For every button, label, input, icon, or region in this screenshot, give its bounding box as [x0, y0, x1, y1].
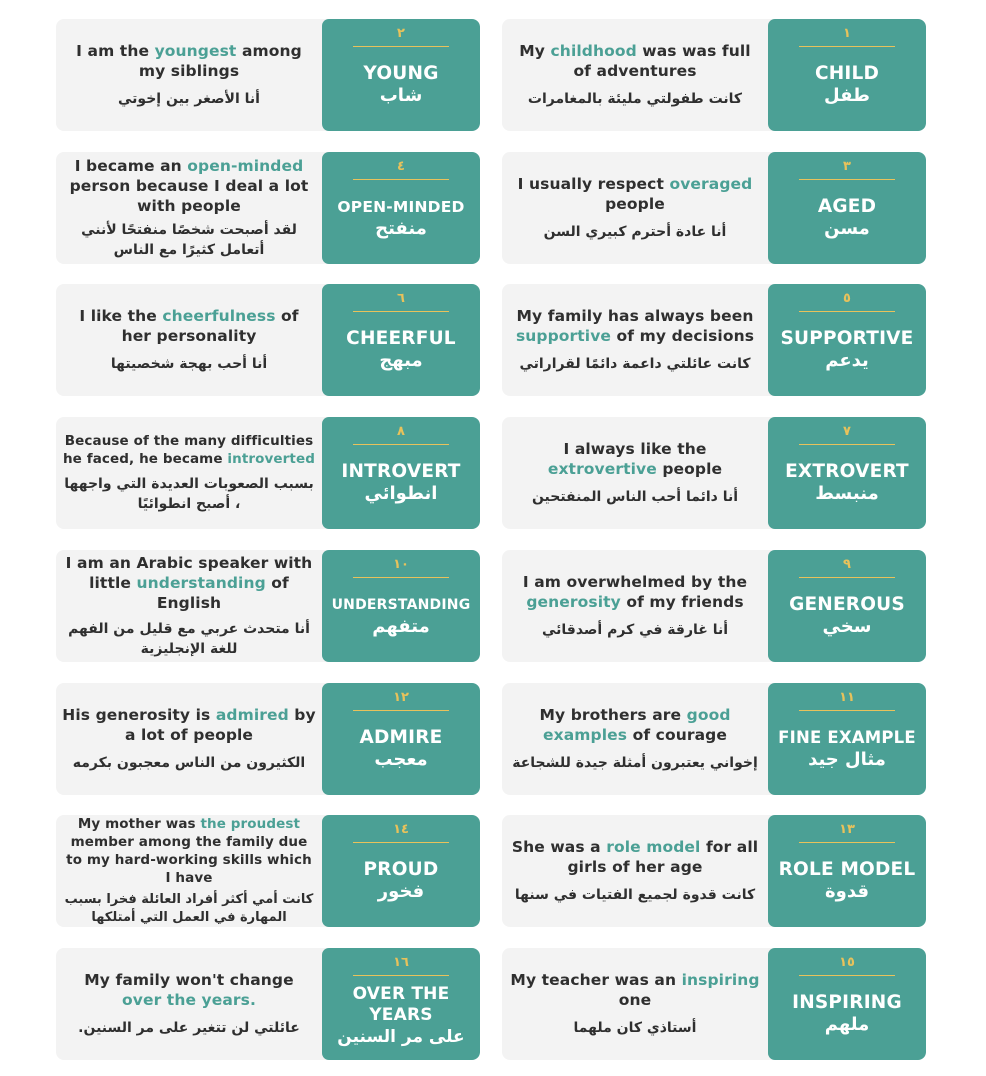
vocab-card-5	[502, 284, 926, 396]
term-ar: مثال جيد	[808, 749, 886, 770]
term-ar: قدوة	[825, 881, 869, 902]
vocab-card-12	[56, 683, 480, 795]
term-en: UNDERSTANDING	[331, 597, 471, 613]
example-ar: أستاذي كان ملهما	[573, 1020, 697, 1036]
term-ar: يدعم	[825, 350, 869, 371]
term-en: INTROVERT	[341, 461, 461, 482]
term-en: CHEERFUL	[346, 328, 456, 349]
example-en: I am overwhelmed by the generosity of my friends	[522, 573, 748, 611]
term-en: INSPIRING	[792, 992, 902, 1013]
example	[502, 683, 768, 795]
word-tile	[768, 683, 926, 795]
example-en: I usually respect overaged people	[517, 175, 753, 213]
card-number: ١	[843, 26, 851, 41]
vocab-card-14	[56, 815, 480, 927]
card-number: ٦	[397, 291, 405, 306]
term-ar: مبهج	[379, 350, 423, 371]
example-en: I became an open-minded person because I deal a lot with people	[69, 157, 309, 215]
card-number: ١٢	[393, 690, 409, 705]
word-tile	[322, 417, 480, 529]
vocab-card-7	[502, 417, 926, 529]
example-en: My mother was the proudest member among the family due to my hard-working skills which I have	[66, 816, 312, 886]
vocab-card-9	[502, 550, 926, 662]
vocab-card-8	[56, 417, 480, 529]
card-number: ١٤	[393, 822, 409, 837]
example-en: My family has always been supportive of my decisions	[515, 307, 755, 345]
example-ar: كانت عائلتي داعمة دائمًا لقراراتي	[519, 356, 751, 372]
word-tile	[768, 284, 926, 396]
example	[56, 550, 322, 662]
card-number: ١٠	[393, 557, 409, 572]
card-number: ٧	[843, 424, 851, 439]
example-ar: أنا غارقة في كرم أصدقائي	[541, 622, 729, 638]
example	[502, 152, 768, 264]
term-ar: على مر السنين	[337, 1027, 465, 1047]
word-tile	[322, 683, 480, 795]
example-en: My teacher was an inspiring one	[510, 971, 760, 1009]
word-tile	[322, 19, 480, 131]
card-number: ٤	[397, 159, 405, 174]
example	[502, 815, 768, 927]
example-en: I like the cheerfulness of her personality	[79, 307, 299, 345]
word-tile	[768, 948, 926, 1060]
term-ar: ملهم	[824, 1014, 870, 1035]
term-en: PROUD	[363, 859, 439, 880]
term-ar: منفتح	[375, 218, 427, 239]
term-ar: شاب	[379, 85, 423, 106]
example-en: I am the youngest among my siblings	[76, 42, 302, 80]
word-tile	[768, 417, 926, 529]
vocab-card-10	[56, 550, 480, 662]
word-tile	[322, 815, 480, 927]
example-ar: كانت طفولتي مليئة بالمغامرات	[527, 91, 743, 107]
card-number: ١٦	[393, 955, 409, 970]
example-en: My brothers are good examples of courage	[539, 706, 731, 744]
vocab-card-15	[502, 948, 926, 1060]
term-en: ADMIRE	[359, 727, 443, 748]
term-ar: معجب	[374, 749, 428, 770]
word-tile	[322, 152, 480, 264]
term-en: GENEROUS	[789, 594, 905, 615]
word-tile	[322, 948, 480, 1060]
word-tile	[322, 284, 480, 396]
example	[56, 683, 322, 795]
example-ar: أنا الأصغر بين إخوتي	[118, 91, 260, 107]
term-ar: مسن	[824, 218, 870, 239]
vocab-card-13	[502, 815, 926, 927]
example	[502, 550, 768, 662]
vocab-card-3	[502, 152, 926, 264]
example	[56, 815, 322, 927]
example-ar: كانت أمي أكثر أفراد العائلة فخرا بسبب المهارة في العمل التي أمتلكها	[64, 892, 314, 925]
vocab-card-1	[502, 19, 926, 131]
term-en: FINE EXAMPLE	[778, 728, 916, 747]
word-tile	[768, 815, 926, 927]
card-number: ٥	[843, 291, 851, 306]
example	[502, 284, 768, 396]
example-ar: كانت قدوة لجميع الفتيات في سنها	[514, 887, 756, 903]
vocab-card-2	[56, 19, 480, 131]
card-number: ٩	[843, 557, 851, 572]
example	[56, 19, 322, 131]
example-en: His generosity is admired by a lot of people	[62, 706, 316, 744]
vocab-card-6	[56, 284, 480, 396]
example-ar: عائلتي لن تتغير على مر السنين.	[78, 1020, 300, 1036]
term-ar: منبسط	[815, 483, 879, 504]
example-ar: أنا دائما أحب الناس المنفتحين	[531, 489, 739, 505]
card-number: ١١	[839, 690, 855, 705]
term-en: OPEN-MINDED	[337, 198, 465, 216]
term-ar: طفل	[824, 85, 870, 106]
example-ar: إخواني يعتبرون أمثلة جيدة للشجاعة	[512, 755, 758, 771]
term-ar: سخي	[822, 616, 872, 637]
example	[502, 417, 768, 529]
example-en: She was a role model for all girls of her age	[511, 838, 759, 876]
word-tile	[768, 19, 926, 131]
example	[56, 948, 322, 1060]
term-ar: انطوائي	[364, 483, 438, 504]
term-en: AGED	[817, 196, 877, 217]
vocab-card-11	[502, 683, 926, 795]
card-number: ٨	[397, 424, 405, 439]
card-number: ١٣	[839, 822, 855, 837]
example-ar: بسبب الصعوبات العديدة التي واجهها ، أصبح انطوائيًا	[64, 476, 314, 512]
term-ar: متفهم	[372, 616, 430, 637]
term-en: SUPPORTIVE	[780, 328, 914, 349]
card-number: ١٥	[839, 955, 855, 970]
vocab-card-16	[56, 948, 480, 1060]
word-tile	[768, 152, 926, 264]
card-number: ٣	[843, 159, 851, 174]
example-en: I always like the extrovertive people	[547, 440, 723, 478]
example-en: My family won't change over the years.	[84, 971, 294, 1009]
example-ar: لقد أصبحت شخصًا منفتحًا لأنني أتعامل كثيرًا مع الناس	[81, 222, 297, 258]
word-tile	[322, 550, 480, 662]
example	[56, 417, 322, 529]
example-ar: الكثيرون من الناس معجبون بكرمه	[72, 755, 306, 771]
example	[56, 152, 322, 264]
example-en: My childhood was was full of adventures	[519, 42, 751, 80]
example-ar: أنا عادة أحترم كبيري السن	[543, 224, 727, 240]
example-ar: أنا متحدث عربي مع قليل من الفهم للغة الإنجليزية	[68, 621, 310, 657]
example	[502, 19, 768, 131]
vocab-card-4	[56, 152, 480, 264]
term-ar: فخور	[377, 881, 425, 902]
example	[502, 948, 768, 1060]
term-en: YOUNG	[363, 63, 439, 84]
example-en: I am an Arabic speaker with little understanding of English	[65, 554, 313, 612]
word-tile	[768, 550, 926, 662]
example	[56, 284, 322, 396]
card-number: ٢	[397, 26, 405, 41]
example-ar: أنا أحب بهجة شخصيتها	[110, 356, 268, 372]
term-en: OVER THE YEARS	[352, 984, 450, 1025]
term-en: EXTROVERT	[785, 461, 909, 482]
term-en: ROLE MODEL	[778, 859, 916, 880]
term-en: CHILD	[814, 63, 880, 84]
example-en: Because of the many difficulties he faced, he became introverted	[62, 433, 316, 467]
